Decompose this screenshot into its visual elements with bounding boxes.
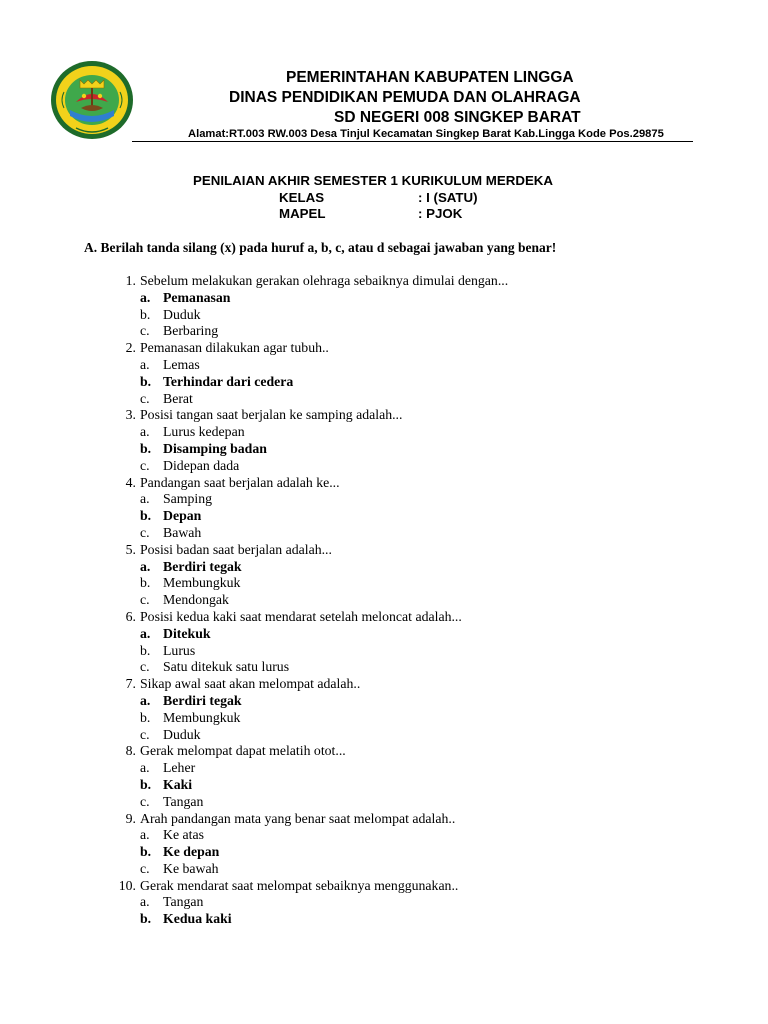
question-list bbox=[0, 273, 768, 928]
option-text: Membungkuk bbox=[163, 575, 241, 591]
kabupaten-lingga-emblem-icon bbox=[50, 58, 134, 142]
question-item bbox=[0, 273, 768, 290]
question-text: Arah pandangan mata yang benar saat melompat adalah.. bbox=[140, 810, 456, 826]
option-text: Duduk bbox=[163, 726, 201, 742]
option-text: Pemanasan bbox=[163, 289, 231, 305]
question-item bbox=[0, 743, 768, 760]
option-letter: a. bbox=[140, 692, 151, 708]
answer-option[interactable] bbox=[0, 710, 768, 727]
mapel-value: : PJOK bbox=[418, 206, 463, 221]
answer-option[interactable] bbox=[0, 357, 768, 374]
option-text: Mendongak bbox=[163, 592, 229, 608]
question-text: Gerak melompat dapat melatih otot... bbox=[140, 743, 346, 759]
option-letter: b. bbox=[140, 440, 152, 456]
answer-option[interactable] bbox=[0, 307, 768, 324]
answer-option[interactable] bbox=[0, 491, 768, 508]
question-text: Posisi badan saat berjalan adalah... bbox=[140, 541, 332, 557]
answer-option-correct[interactable] bbox=[0, 693, 768, 710]
school-name: SD NEGERI 008 SINGKEP BARAT bbox=[334, 109, 581, 126]
option-text: Duduk bbox=[163, 306, 201, 322]
question-item bbox=[0, 878, 768, 895]
question-number: 1. bbox=[125, 273, 136, 288]
option-letter: c. bbox=[140, 793, 150, 809]
question-item bbox=[0, 340, 768, 357]
option-text: Satu ditekuk satu lurus bbox=[163, 659, 290, 675]
option-letter: b. bbox=[140, 575, 151, 591]
option-text: Ke depan bbox=[163, 844, 220, 860]
question-item bbox=[0, 609, 768, 626]
section-instruction: A. Berilah tanda silang (x) pada huruf a, b, c, atau d sebagai jawaban yang benar! bbox=[84, 240, 557, 255]
school-address: Alamat:RT.003 RW.003 Desa Tinjul Kecamatan Singkep Barat Kab.Lingga Kode Pos.29875 bbox=[188, 128, 664, 140]
answer-option[interactable] bbox=[0, 323, 768, 340]
answer-option-correct[interactable] bbox=[0, 777, 768, 794]
question-number: 8. bbox=[125, 743, 136, 759]
option-text: Kedua kaki bbox=[163, 911, 232, 927]
option-letter: a. bbox=[140, 424, 150, 440]
question-number: 3. bbox=[125, 407, 136, 423]
option-letter: b. bbox=[140, 373, 152, 389]
option-letter: b. bbox=[140, 844, 152, 860]
kelas-value: : I (SATU) bbox=[418, 190, 478, 205]
answer-option[interactable] bbox=[0, 525, 768, 542]
answer-option-correct[interactable] bbox=[0, 559, 768, 576]
option-text: Ke atas bbox=[163, 827, 204, 843]
option-letter: c. bbox=[140, 524, 150, 540]
answer-option[interactable] bbox=[0, 391, 768, 408]
option-letter: b. bbox=[140, 709, 151, 725]
option-text: Berdiri tegak bbox=[163, 558, 242, 574]
option-letter: b. bbox=[140, 911, 152, 927]
kelas-label: KELAS bbox=[279, 190, 325, 205]
letterhead-divider bbox=[132, 141, 693, 142]
answer-option-correct[interactable] bbox=[0, 441, 768, 458]
option-letter: c. bbox=[140, 860, 150, 876]
question-number: 2. bbox=[125, 340, 136, 356]
answer-option[interactable] bbox=[0, 827, 768, 844]
option-text: Lurus kedepan bbox=[163, 424, 245, 440]
option-text: Samping bbox=[163, 491, 213, 507]
option-letter: a. bbox=[140, 356, 150, 372]
exam-title: PENILAIAN AKHIR SEMESTER 1 KURIKULUM MERDEKA bbox=[193, 173, 554, 188]
option-text: Terhindar dari cedera bbox=[163, 373, 294, 389]
department-heading: DINAS PENDIDIKAN PEMUDA DAN OLAHRAGA bbox=[229, 89, 581, 106]
option-text: Kaki bbox=[163, 776, 193, 792]
answer-option-correct[interactable] bbox=[0, 508, 768, 525]
answer-option[interactable] bbox=[0, 424, 768, 441]
question-number: 6. bbox=[125, 608, 136, 624]
option-text: Tangan bbox=[163, 793, 204, 809]
answer-option-correct[interactable] bbox=[0, 290, 768, 307]
option-letter: a. bbox=[140, 760, 150, 776]
question-text: Pandangan saat berjalan adalah ke... bbox=[140, 474, 340, 490]
question-text: Sebelum melakukan gerakan olehraga sebaiknya dimulai dengan... bbox=[140, 273, 509, 288]
answer-option[interactable] bbox=[0, 643, 768, 660]
question-text: Posisi kedua kaki saat mendarat setelah meloncat adalah... bbox=[140, 608, 462, 624]
answer-option[interactable] bbox=[0, 861, 768, 878]
option-text: Ditekuk bbox=[163, 625, 211, 641]
answer-option-correct[interactable] bbox=[0, 844, 768, 861]
government-heading: PEMERINTAHAN KABUPATEN LINGGA bbox=[286, 69, 574, 86]
question-text: Sikap awal saat akan melompat adalah.. bbox=[140, 676, 361, 692]
option-letter: c. bbox=[140, 726, 150, 742]
option-text: Berat bbox=[163, 390, 193, 406]
answer-option-correct[interactable] bbox=[0, 626, 768, 643]
question-text: Gerak mendarat saat melompat sebaiknya menggunakan.. bbox=[140, 877, 459, 893]
answer-option-correct[interactable] bbox=[0, 374, 768, 391]
option-text: Tangan bbox=[163, 894, 204, 910]
option-letter: a. bbox=[140, 491, 150, 507]
option-text: Disamping badan bbox=[163, 440, 267, 456]
option-text: Berdiri tegak bbox=[163, 692, 242, 708]
answer-option[interactable] bbox=[0, 894, 768, 911]
option-letter: b. bbox=[140, 306, 151, 322]
question-number: 5. bbox=[125, 541, 136, 557]
option-letter: a. bbox=[140, 625, 151, 641]
answer-option[interactable] bbox=[0, 794, 768, 811]
option-letter: c. bbox=[140, 323, 150, 339]
option-letter: b. bbox=[140, 776, 152, 792]
question-item bbox=[0, 676, 768, 693]
question-number: 9. bbox=[125, 810, 136, 826]
option-letter: a. bbox=[140, 894, 150, 910]
option-text: Leher bbox=[163, 760, 196, 776]
option-letter: c. bbox=[140, 390, 150, 406]
question-number: 10. bbox=[118, 877, 136, 893]
answer-option-correct[interactable] bbox=[0, 911, 768, 928]
question-number: 7. bbox=[125, 676, 136, 692]
answer-option[interactable] bbox=[0, 760, 768, 777]
option-letter: c. bbox=[140, 592, 150, 608]
mapel-label: MAPEL bbox=[279, 206, 326, 221]
option-letter: b. bbox=[140, 508, 152, 524]
option-text: Bawah bbox=[163, 524, 202, 540]
option-letter: a. bbox=[140, 558, 151, 574]
answer-option[interactable] bbox=[0, 458, 768, 475]
answer-option[interactable] bbox=[0, 659, 768, 676]
option-text: Berbaring bbox=[163, 323, 219, 339]
option-letter: a. bbox=[140, 827, 150, 843]
letterhead bbox=[0, 0, 768, 160]
option-text: Depan bbox=[163, 508, 202, 524]
question-item bbox=[0, 407, 768, 424]
question-item bbox=[0, 811, 768, 828]
question-text: Pemanasan dilakukan agar tubuh.. bbox=[140, 340, 329, 356]
question-item bbox=[0, 475, 768, 492]
option-text: Didepan dada bbox=[163, 457, 240, 473]
option-text: Membungkuk bbox=[163, 709, 241, 725]
answer-option[interactable] bbox=[0, 575, 768, 592]
option-letter: b. bbox=[140, 642, 151, 658]
option-letter: c. bbox=[140, 659, 150, 675]
option-text: Lemas bbox=[163, 356, 200, 372]
answer-option[interactable] bbox=[0, 592, 768, 609]
option-text: Ke bawah bbox=[163, 860, 219, 876]
answer-option[interactable] bbox=[0, 727, 768, 744]
option-text: Lurus bbox=[163, 642, 196, 658]
question-number: 4. bbox=[125, 474, 136, 490]
option-letter: a. bbox=[140, 289, 151, 305]
option-letter: c. bbox=[140, 457, 150, 473]
question-text: Posisi tangan saat berjalan ke samping adalah... bbox=[140, 407, 403, 423]
question-item bbox=[0, 542, 768, 559]
